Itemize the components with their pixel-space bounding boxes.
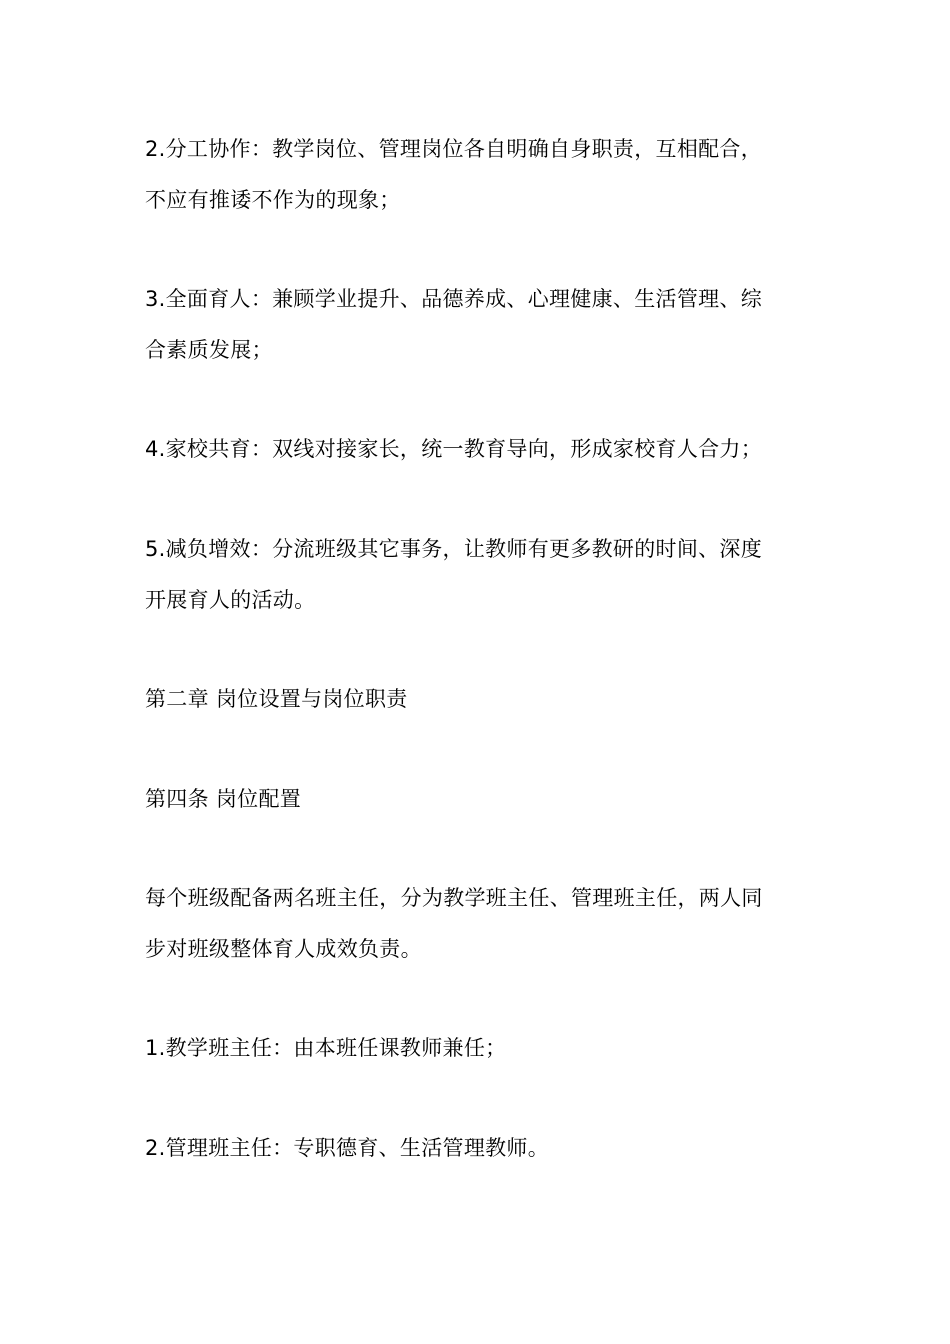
principle-2-line-2: 不应有推诿不作为的现象； xyxy=(145,188,401,212)
list-item-teaching-head: 1.教学班主任：由本班任课教师兼任； xyxy=(145,1036,507,1060)
principle-5-line-1: 5.减负增效：分流班级其它事务，让教师有更多教研的时间、深度 xyxy=(145,537,763,561)
principle-4-line-1: 4.家校共育：双线对接家长，统一教育导向，形成家校育人合力； xyxy=(145,437,763,461)
staffing-paragraph-line-2: 步对班级整体育人成效负责。 xyxy=(145,937,422,961)
principle-2-line-1: 2.分工协作：教学岗位、管理岗位各自明确自身职责，互相配合， xyxy=(145,137,763,161)
principle-5-line-2: 开展育人的活动。 xyxy=(145,588,316,612)
list-item-management-head: 2.管理班主任：专职德育、生活管理教师。 xyxy=(145,1136,550,1160)
principle-3-line-1: 3.全面育人：兼顾学业提升、品德养成、心理健康、生活管理、综 xyxy=(145,287,763,311)
staffing-paragraph-line-1: 每个班级配备两名班主任，分为教学班主任、管理班主任，两人同 xyxy=(145,886,763,910)
principle-3-line-2: 合素质发展； xyxy=(145,338,273,362)
article-heading: 第四条 岗位配置 xyxy=(145,787,302,811)
chapter-heading: 第二章 岗位设置与岗位职责 xyxy=(145,687,408,711)
